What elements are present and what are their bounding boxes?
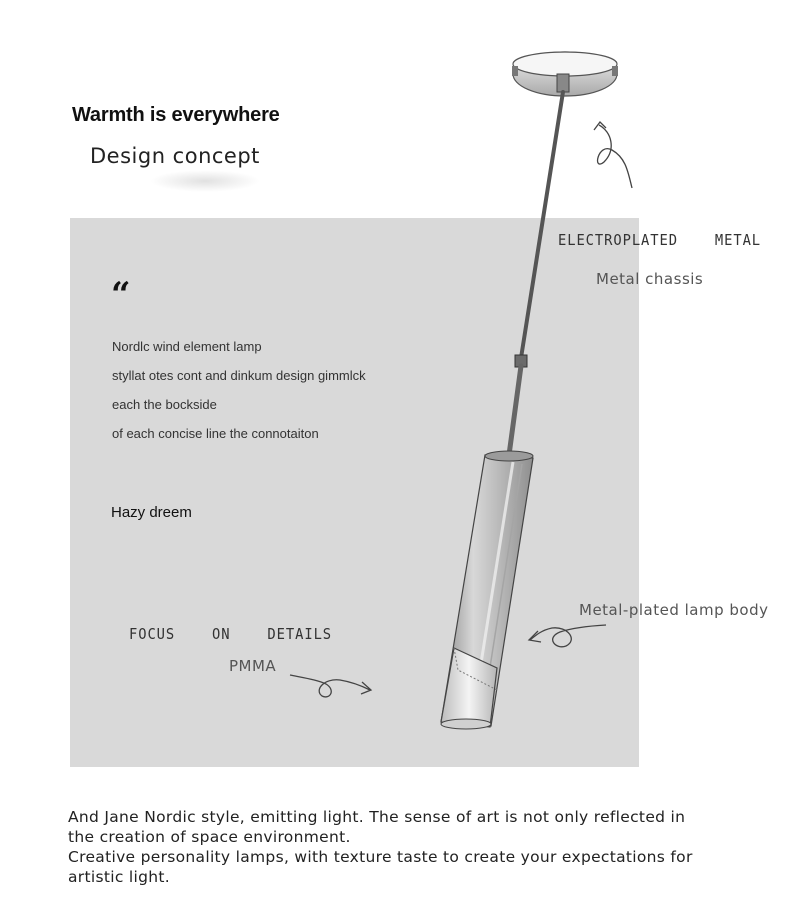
canopy [512,52,618,96]
arrow-top-icon [594,122,632,188]
label-metal-chassis: Metal chassis [596,270,704,288]
footer-description [68,807,768,887]
arrow-lamp-body-icon [529,625,606,647]
suspension-rod [521,92,563,358]
label-focus-on-details: FOCUS ON DETAILS [129,625,333,643]
label-electroplated-metal: ELECTROPLATED METAL [558,231,762,249]
quote-mark-icon: “ [111,275,131,315]
quote-signature: Hazy dreem [111,504,192,521]
lower-rod [509,366,521,455]
label-pmma: PMMA [229,657,277,675]
footer-line: Creative personality lamps, with texture taste to create your expectations for [68,848,693,866]
quote-line: of each concise line the connotaiton [112,426,319,441]
page-subtitle: Design concept [90,144,260,168]
page-title: Warmth is everywhere [72,104,280,126]
footer-line: artistic light. [68,868,170,886]
quote-line: styllat otes cont and dinkum design gimmlck [112,368,366,383]
quote-line: each the bockside [112,397,217,412]
quote-line: Nordlc wind element lamp [112,339,262,354]
label-lamp-body: Metal-plated lamp body [579,601,769,619]
arrow-pmma-icon [290,675,371,697]
footer-line: And Jane Nordic style, emitting light. The sense of art is not only reflected in [68,808,686,826]
footer-line: the creation of space environment. [68,828,351,846]
